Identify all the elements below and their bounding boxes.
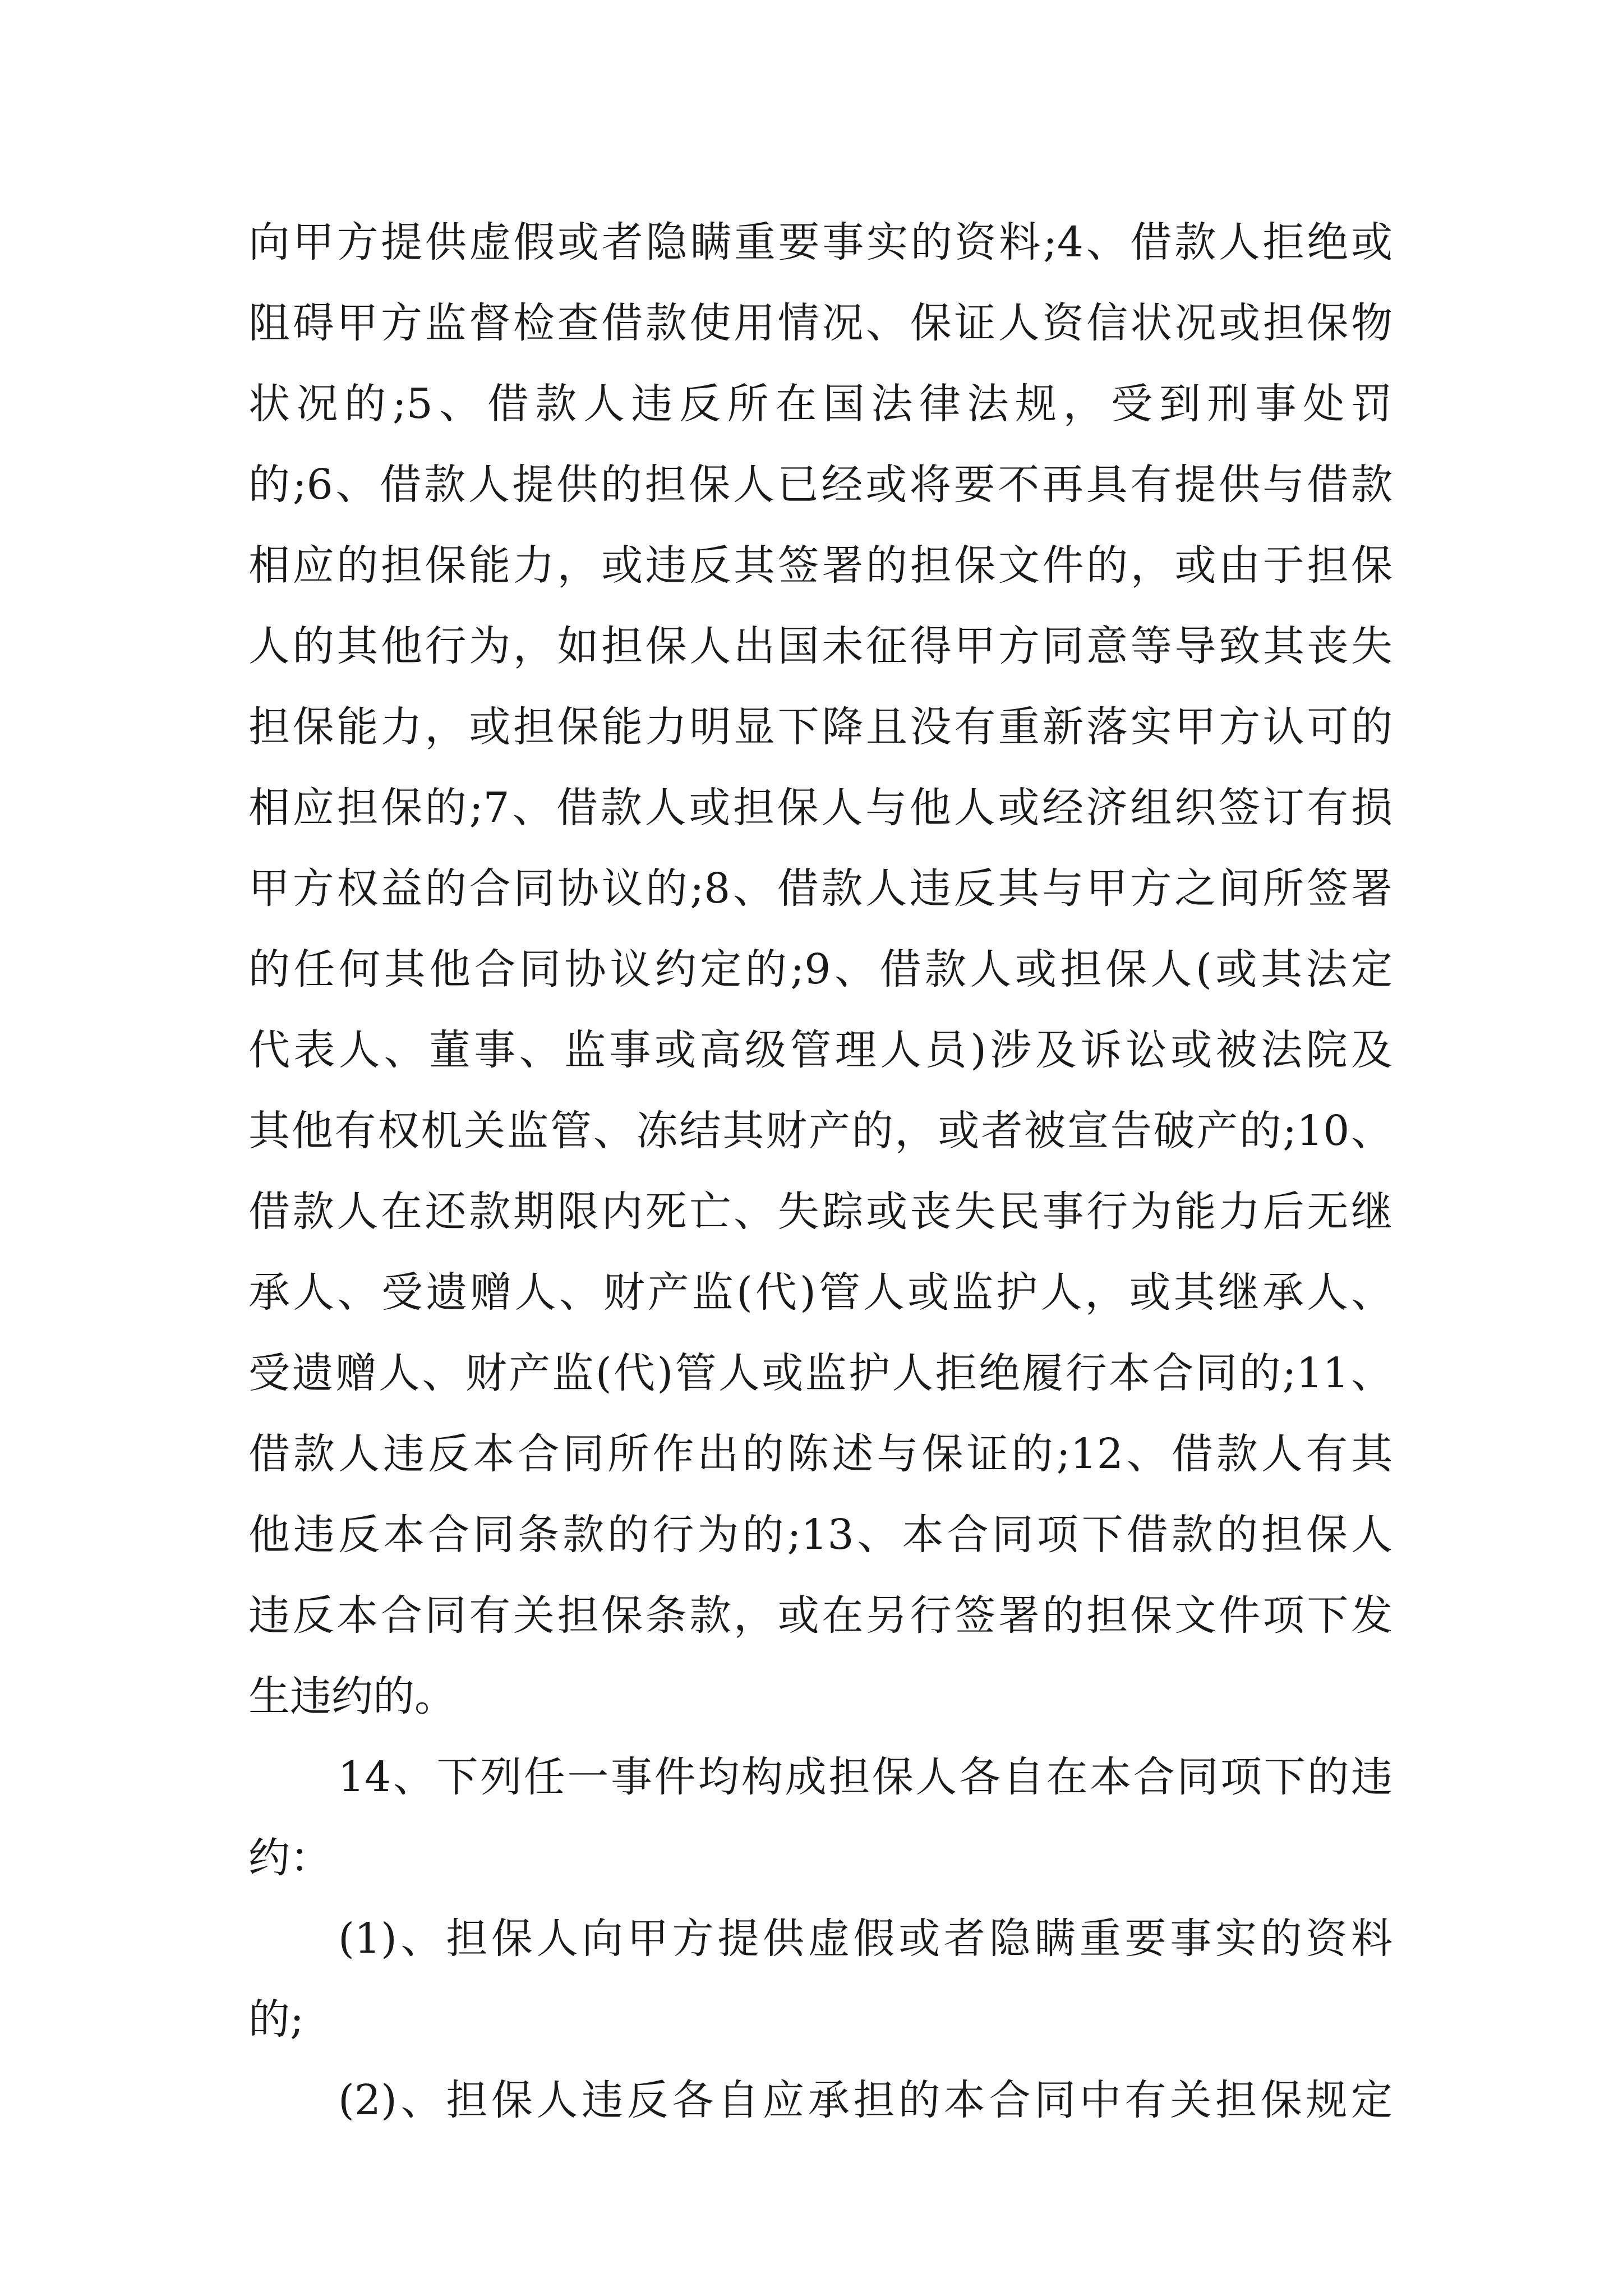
text-line: 其他有权机关监管、冻结其财产的，或者被宣告破产的;10、 xyxy=(248,1107,1393,1155)
text-line: 的任何其他合同协议约定的;9、借款人或担保人(或其法定 xyxy=(248,945,1393,993)
text-line: 借款人在还款期限内死亡、失踪或丧失民事行为能力后无继 xyxy=(248,1188,1393,1236)
text-line: 相应担保的;7、借款人或担保人与他人或经济组织签订有损 xyxy=(248,784,1393,832)
text-line: 担保能力，或担保能力明显下降且没有重新落实甲方认可的 xyxy=(248,703,1393,751)
text-line: 甲方权益的合同协议的;8、借款人违反其与甲方之间所签署 xyxy=(248,864,1393,913)
text-line: 的;6、借款人提供的担保人已经或将要不再具有提供与借款 xyxy=(248,461,1393,509)
text-line: 承人、受遗赠人、财产监(代)管人或监护人，或其继承人、 xyxy=(248,1268,1393,1317)
text-line: 受遗赠人、财产监(代)管人或监护人拒绝履行本合同的;11、 xyxy=(248,1349,1393,1397)
text-line: 的; xyxy=(248,1995,304,2044)
text-line: 人的其他行为，如担保人出国未征得甲方同意等导致其丧失 xyxy=(248,622,1393,670)
text-line: 借款人违反本合同所作出的陈述与保证的;12、借款人有其 xyxy=(248,1430,1393,1478)
text-line: (2)、担保人违反各自应承担的本合同中有关担保规定 xyxy=(338,2076,1393,2124)
text-line: 14、下列任一事件均构成担保人各自在本合同项下的违 xyxy=(338,1753,1393,1801)
text-line: 相应的担保能力，或违反其签署的担保文件的，或由于担保 xyxy=(248,541,1393,590)
text-line: 生违约的。 xyxy=(248,1672,456,1720)
text-line: 阻碍甲方监督检查借款使用情况、保证人资信状况或担保物 xyxy=(248,299,1393,347)
text-line: 约： xyxy=(248,1834,331,1882)
text-line: (1)、担保人向甲方提供虚假或者隐瞒重要事实的资料 xyxy=(338,1915,1393,1963)
text-line: 向甲方提供虚假或者隐瞒重要事实的资料;4、借款人拒绝或 xyxy=(248,218,1393,266)
text-line: 状况的;5、借款人违反所在国法律法规，受到刑事处罚 xyxy=(248,380,1393,428)
text-line: 违反本合同有关担保条款，或在另行签署的担保文件项下发 xyxy=(248,1591,1393,1640)
text-line: 他违反本合同条款的行为的;13、本合同项下借款的担保人 xyxy=(248,1511,1393,1559)
text-line: 代表人、董事、监事或高级管理人员)涉及诉讼或被法院及 xyxy=(248,1026,1393,1074)
contract-body-text xyxy=(248,202,1393,2141)
